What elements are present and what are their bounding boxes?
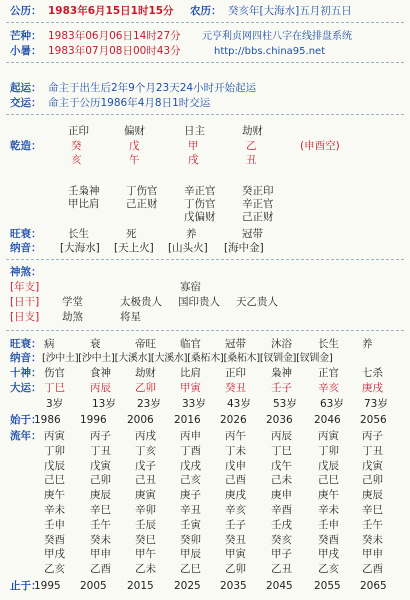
liunian-cell: 甲申 — [362, 548, 383, 561]
dayun-wangshuai: 沐浴 — [271, 338, 292, 350]
dayun-end-year: 2065 — [360, 580, 387, 592]
lunar-value: 癸亥年[大海水]五月初五日 — [228, 5, 352, 17]
dayun-pillar: 乙卯 — [135, 382, 156, 394]
dayun-age: 33岁 — [182, 398, 206, 410]
liunian-cell: 辛巳 — [362, 504, 383, 516]
wangshuai-value: 养 — [186, 228, 197, 240]
liunian-cell: 壬子 — [225, 518, 246, 531]
liunian-cell: 戊子 — [135, 459, 156, 472]
liunian-cell: 丙戌 — [135, 430, 156, 442]
liunian-cell: 壬午 — [90, 518, 111, 531]
divider — [6, 62, 404, 63]
dayun-shishen: 正官 — [318, 367, 339, 379]
dayun-end-year: 2025 — [174, 580, 201, 592]
dayun-nayin-value: [沙中土][沙中土][大溪水][大溪水][桑柘木][桑柘木][钗钏金][钗钏金] — [42, 353, 333, 364]
hidden-stem: 己正财 — [242, 211, 274, 223]
dayun-shishen: 正印 — [225, 367, 246, 379]
hidden-stem: 甲比肩 — [68, 198, 100, 210]
qiyun-label: 起运： — [10, 82, 42, 94]
shensha-item: 学堂 — [62, 296, 83, 308]
hidden-stem: 丁伤官 — [126, 185, 158, 197]
liunian-cell: 乙酉 — [90, 563, 111, 576]
dayun-start-year: 2016 — [174, 414, 201, 426]
nayin-value: [海中金] — [224, 242, 264, 254]
liunian-cell: 壬寅 — [180, 518, 201, 531]
liunian-cell: 壬申 — [44, 518, 65, 531]
dayun-age: 63岁 — [320, 398, 344, 410]
dayun-shishen-label: 十神： — [10, 367, 42, 379]
dayun-end-year: 2005 — [80, 580, 107, 592]
dayun-end-year: 1995 — [34, 580, 61, 592]
dayun-age: 3岁 — [46, 398, 64, 410]
liunian-cell: 癸丑 — [225, 533, 246, 546]
site-title: 元亨利贞网四柱八字在线排盘系统 — [202, 31, 352, 42]
site-url-link[interactable]: http://bbs.china95.net — [214, 46, 326, 57]
liunian-cell: 乙卯 — [225, 563, 246, 576]
jiaoyun-label: 交运： — [10, 97, 42, 109]
dayun-wangshuai: 衰 — [90, 338, 101, 350]
liunian-cell: 乙亥 — [318, 563, 339, 576]
liunian-cell: 丙午 — [225, 430, 246, 442]
qiyun-value: 命主于出生后2年9个月23天24小时开始起运 — [48, 82, 257, 94]
liunian-cell: 辛亥 — [225, 504, 246, 516]
wangshuai-value: 冠带 — [242, 228, 263, 240]
dayun-shishen: 枭神 — [271, 367, 292, 379]
liunian-cell: 丙寅 — [318, 430, 339, 442]
liunian-cell: 辛酉 — [271, 504, 292, 516]
liunian-cell: 己丑 — [135, 474, 156, 487]
solar-label: 公历： — [10, 5, 42, 17]
liunian-cell: 壬午 — [362, 518, 383, 531]
liunian-cell: 庚申 — [271, 489, 292, 502]
shensha-item: 太极贵人 — [120, 296, 162, 308]
liunian-cell: 甲辰 — [180, 548, 201, 561]
liunian-cell: 甲寅 — [225, 548, 246, 561]
dayun-end-year: 2015 — [127, 580, 154, 592]
liunian-cell: 己卯 — [362, 474, 383, 487]
hidden-stem: 辛正官 — [242, 198, 274, 210]
liunian-cell: 癸亥 — [271, 533, 292, 546]
liunian-cell: 己巳 — [44, 474, 65, 487]
dayun-start-year: 2046 — [314, 414, 341, 426]
shensha-item: 将星 — [120, 311, 141, 323]
liunian-cell: 甲戌 — [318, 548, 339, 561]
liunian-cell: 戊辰 — [44, 459, 65, 472]
liunian-cell: 乙丑 — [271, 563, 292, 576]
liunian-cell: 辛未 — [44, 504, 65, 516]
liunian-cell: 癸未 — [362, 533, 383, 546]
liunian-cell: 丁卯 — [44, 444, 65, 457]
hidden-stem: 戊偏财 — [184, 211, 216, 223]
shensha-item: 劫煞 — [62, 311, 83, 323]
shensha-title: 神煞： — [10, 266, 42, 278]
liunian-cell: 癸未 — [90, 533, 111, 546]
liunian-cell: 甲午 — [135, 548, 156, 561]
divider — [6, 330, 404, 331]
liunian-cell: 丙子 — [362, 430, 383, 442]
dayun-nayin-label: 纳音： — [10, 352, 42, 364]
liunian-cell: 己未 — [271, 474, 292, 487]
dayun-shishen: 伤官 — [44, 367, 65, 379]
liunian-cell: 庚辰 — [90, 489, 111, 502]
liunian-cell: 甲戌 — [44, 548, 65, 561]
liunian-cell: 丙辰 — [271, 430, 292, 442]
kong-wang: (申酉空) — [300, 140, 340, 152]
liunian-cell: 戊寅 — [90, 459, 111, 472]
liunian-cell: 庚寅 — [135, 489, 156, 502]
dayun-pillar: 辛亥 — [318, 382, 339, 394]
dayun-start-year: 2056 — [360, 414, 387, 426]
liunian-cell: 丁酉 — [180, 444, 201, 457]
dayun-start-year: 2006 — [127, 414, 154, 426]
dayun-pillar: 癸丑 — [225, 382, 246, 394]
dayun-wangshuai: 帝旺 — [135, 338, 156, 350]
liunian-cell: 戊辰 — [318, 459, 339, 472]
heavenly-stem: 乙 — [246, 140, 257, 152]
liunian-cell: 丁巳 — [271, 444, 292, 457]
liunian-label: 流年： — [10, 430, 42, 442]
liunian-cell: 丁卯 — [318, 444, 339, 457]
dayun-wangshuai: 冠带 — [225, 338, 246, 350]
solar-value: 1983年6月15日1时15分 — [48, 5, 174, 17]
liunian-cell: 戊午 — [271, 459, 292, 472]
liunian-cell: 戊申 — [225, 459, 246, 472]
liunian-cell: 癸酉 — [44, 533, 65, 546]
liunian-cell: 甲申 — [90, 548, 111, 561]
hidden-stem: 辛正官 — [184, 185, 216, 197]
liunian-cell: 庚午 — [44, 489, 65, 502]
liunian-cell: 壬申 — [318, 518, 339, 531]
divider — [6, 114, 404, 115]
dayun-wangshuai-label: 旺衰： — [10, 338, 42, 350]
pillar-god: 偏财 — [124, 125, 145, 137]
liunian-cell: 壬辰 — [135, 518, 156, 531]
pillar-god: 日主 — [184, 125, 205, 137]
mangzhong-label: 芒种： — [10, 30, 42, 42]
hidden-stem: 丁伤官 — [184, 198, 216, 210]
liunian-cell: 乙酉 — [362, 563, 383, 576]
liunian-cell: 甲子 — [271, 548, 292, 561]
wangshuai-label: 旺衰： — [10, 228, 42, 240]
dayun-wangshuai: 长生 — [318, 338, 339, 350]
liunian-cell: 乙巳 — [180, 563, 201, 576]
heavenly-stem: 癸 — [71, 140, 82, 152]
liunian-cell: 丁亥 — [135, 444, 156, 457]
dayun-wangshuai: 病 — [44, 338, 55, 350]
hidden-stem: 癸正印 — [242, 185, 274, 197]
shensha-item: 国印贵人 — [178, 296, 220, 308]
xiaoshu-label: 小暑： — [10, 45, 42, 57]
mangzhong-value: 1983年06月06日14时27分 — [48, 30, 181, 42]
liunian-cell: 己卯 — [90, 474, 111, 487]
dayun-pillar: 甲寅 — [180, 382, 201, 394]
dayun-end-year: 2035 — [220, 580, 247, 592]
dayun-start-year: 2036 — [266, 414, 293, 426]
earthly-branch: 戌 — [188, 154, 199, 166]
shensha-row-label: [日干] — [10, 296, 40, 308]
liunian-cell: 戊寅 — [362, 459, 383, 472]
liunian-cell: 庚子 — [180, 489, 201, 502]
liunian-cell: 壬戌 — [271, 518, 292, 531]
dayun-age: 23岁 — [137, 398, 161, 410]
nayin-label: 纳音： — [10, 242, 42, 254]
hidden-stem: 己正财 — [126, 198, 158, 210]
dayun-shishen: 食神 — [90, 367, 111, 379]
liunian-cell: 庚午 — [318, 489, 339, 502]
liunian-cell: 癸酉 — [318, 533, 339, 546]
dayun-end-year: 2045 — [266, 580, 293, 592]
jiaoyun-value: 命主于公历1986年4月8日1时交运 — [48, 97, 211, 109]
dayun-label: 大运： — [10, 382, 42, 394]
liunian-cell: 己酉 — [225, 474, 246, 487]
lunar-label: 农历： — [190, 5, 222, 17]
pillar-god: 劫财 — [242, 125, 263, 137]
start-label: 始于： — [10, 414, 42, 426]
nayin-value: [天上火] — [114, 242, 154, 254]
dayun-age: 43岁 — [227, 398, 251, 410]
earthly-branch: 午 — [129, 154, 140, 166]
dayun-age: 73岁 — [364, 398, 388, 410]
dayun-shishen: 劫财 — [135, 367, 156, 379]
liunian-cell: 戊戌 — [180, 459, 201, 472]
liunian-cell: 丁未 — [225, 444, 246, 457]
shensha-row-label: [日支] — [10, 311, 40, 323]
nayin-value: [大海水] — [60, 242, 100, 254]
liunian-cell: 辛丑 — [180, 504, 201, 516]
liunian-cell: 癸卯 — [180, 533, 201, 546]
liunian-cell: 乙亥 — [44, 563, 65, 576]
dayun-shishen: 比肩 — [180, 367, 201, 379]
liunian-cell: 丁丑 — [362, 444, 383, 457]
dayun-shishen: 七杀 — [362, 367, 383, 379]
liunian-cell: 癸巳 — [135, 533, 156, 546]
liunian-cell: 丙申 — [180, 430, 201, 442]
divider — [6, 259, 404, 260]
liunian-cell: 庚戌 — [225, 489, 246, 502]
wangshuai-value: 死 — [126, 228, 137, 240]
divider — [6, 22, 404, 23]
dayun-start-year: 1996 — [80, 414, 107, 426]
shensha-item: 天乙贵人 — [236, 296, 278, 308]
dayun-wangshuai: 养 — [362, 338, 373, 350]
dayun-pillar: 丁巳 — [44, 382, 65, 394]
dayun-pillar: 丙辰 — [90, 382, 111, 394]
heavenly-stem: 甲 — [188, 140, 199, 152]
hidden-stem: 壬枭神 — [68, 185, 100, 197]
liunian-cell: 乙未 — [135, 563, 156, 576]
dayun-pillar: 庚戌 — [362, 382, 383, 394]
liunian-cell: 丙寅 — [44, 430, 65, 442]
dayun-wangshuai: 临官 — [180, 338, 201, 350]
nayin-value: [山头火] — [168, 242, 208, 254]
dayun-age: 53岁 — [273, 398, 297, 410]
heavenly-stem: 戊 — [129, 140, 140, 152]
liunian-cell: 丙子 — [90, 430, 111, 442]
dayun-pillar: 壬子 — [271, 382, 292, 394]
shensha-row-label: [年支] — [10, 281, 40, 293]
liunian-cell: 庚辰 — [362, 489, 383, 502]
wangshuai-value: 长生 — [68, 228, 89, 240]
liunian-cell: 辛未 — [318, 504, 339, 516]
earthly-branch: 丑 — [246, 154, 257, 166]
shensha-item: 寡宿 — [180, 281, 201, 293]
dayun-start-year: 1986 — [34, 414, 61, 426]
qianzao-label: 乾造： — [10, 140, 42, 152]
dayun-end-year: 2055 — [314, 580, 341, 592]
liunian-cell: 辛卯 — [135, 504, 156, 516]
liunian-cell: 辛巳 — [90, 504, 111, 516]
liunian-cell: 丁丑 — [90, 444, 111, 457]
dayun-age: 13岁 — [92, 398, 116, 410]
pillar-god: 正印 — [68, 125, 89, 137]
end-label: 止于： — [10, 580, 42, 592]
dayun-start-year: 2026 — [220, 414, 247, 426]
xiaoshu-value: 1983年07月08日00时43分 — [48, 45, 181, 57]
liunian-cell: 己亥 — [180, 474, 201, 487]
earthly-branch: 亥 — [71, 154, 82, 166]
liunian-cell: 己巳 — [318, 474, 339, 487]
